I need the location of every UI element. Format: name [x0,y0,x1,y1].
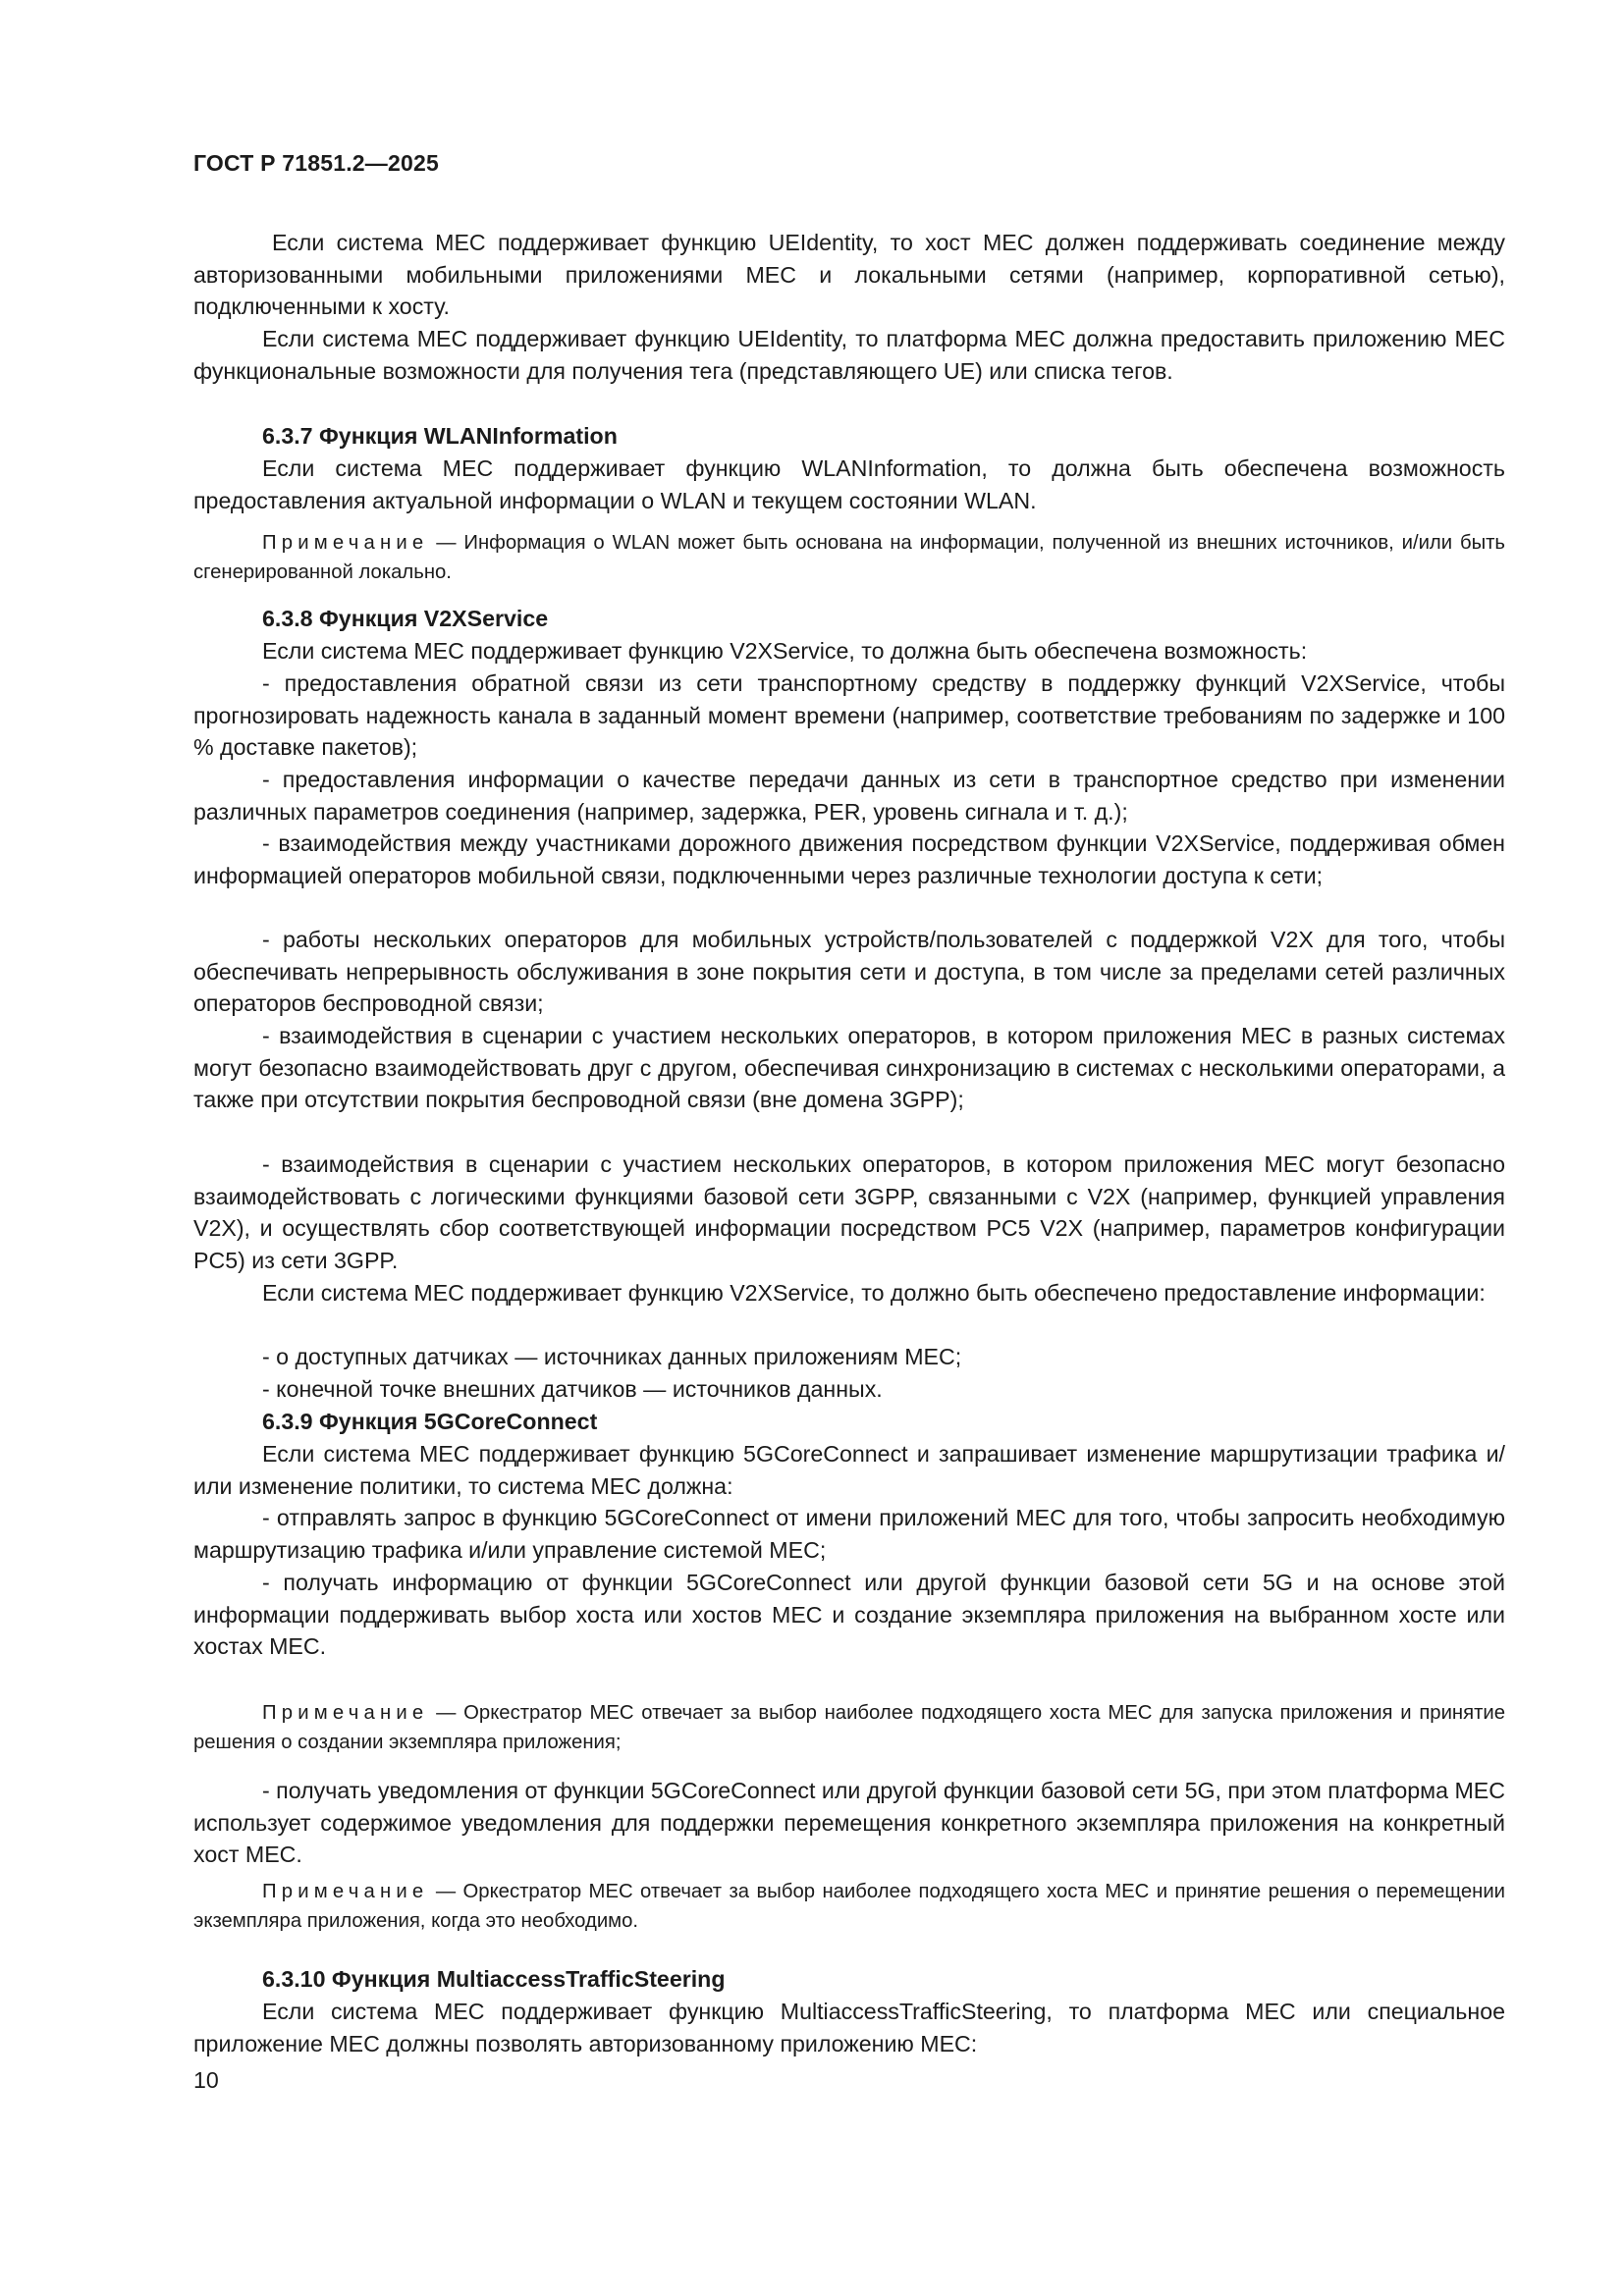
paragraph: Если система МЕС поддерживает функцию V2XService, то должна быть обеспечена возможность: [262,638,1308,664]
note-label: Примечание [262,532,429,554]
list-item: - взаимодействия в сценарии с участием нескольких операторов, в котором приложения МЕС могут безопасно взаимодействовать с логическими функциями базовой сети 3GPP, связанными с V2X (например, функцией управления V2X), и осуществлять сбор соответствующей информации посредством PC5 V2X (например, параметров конфигурации PC5) из сети 3GPP. [193,1151,1505,1274]
note-label: Примечание [262,1881,429,1902]
section-heading-6-3-7: 6.3.7 Функция WLANInformation [262,423,618,449]
paragraph: Если система МЕС поддерживает функцию V2XService, то должно быть обеспечено предоставление информации: [262,1280,1486,1306]
paragraph: Если система МЕС поддерживает функцию UEIdentity, то платформа МЕС должна предоставить приложению МЕС функциональные возможности для получения тега (представляющего UE) или списка тегов. [193,326,1505,384]
note-text: — Оркестратор МЕС отвечает за выбор наиболее подходящего хоста МЕС и принятие решения о перемещении экземпляра приложения, когда это необходимо. [193,1881,1505,1932]
note [193,1878,1505,1936]
note-text: — Оркестратор МЕС отвечает за выбор наиболее подходящего хоста МЕС для запуска приложения и принятие решения о создании экземпляра приложения; [193,1702,1505,1753]
list-item: - предоставления обратной связи из сети транспортному средству в поддержку функций V2XService, чтобы прогнозировать надежность канала в заданный момент времени (например, соответствие требованиям по задержке и 100 % доставке пакетов); [193,670,1505,761]
paragraph: Если система МЕС поддерживает функцию MultiaccessTrafficSteering, то платформа МЕС или специальное приложение МЕС должны позволять авторизованному приложению МЕС: [193,1999,1505,2056]
list-item: - о доступных датчиках — источниках данных приложениям МЕС; [262,1344,962,1369]
section-heading-6-3-10: 6.3.10 Функция MultiaccessTrafficSteering [262,1966,726,1992]
section-heading-6-3-9: 6.3.9 Функция 5GCoreConnect [262,1409,598,1434]
paragraph: Если система МЕС поддерживает функцию 5GCoreConnect и запрашивает изменение маршрутизации трафика и/или изменение политики, то система МЕС должна: [193,1441,1505,1499]
paragraph: Если система МЕС поддерживает функцию WLANInformation, то должна быть обеспечена возможность предоставления актуальной информации о WLAN и текущем состоянии WLAN. [193,455,1505,513]
list-item: - работы нескольких операторов для мобильных устройств/пользователей с поддержкой V2X для того, чтобы обеспечивать непрерывность обслуживания в зоне покрытия сети и доступа, в том числе за пределами сетей различных операторов беспроводной связи; [193,927,1505,1017]
list-item: - получать уведомления от функции 5GCoreConnect или другой функции базовой сети 5G, при этом платформа МЕС использует содержимое уведомления для поддержки перемещения конкретного экземпляра приложения на конкретный хост МЕС. [193,1778,1505,1868]
list-item: - получать информацию от функции 5GCoreConnect или другой функции базовой сети 5G и на основе этой информации поддерживать выбор хоста или хостов МЕС и создание экземпляра приложения на выбранном хосте или хостах МЕС. [193,1570,1505,1660]
note-label: Примечание [262,1702,429,1724]
note [193,529,1505,587]
paragraph: Если система МЕС поддерживает функцию UEIdentity, то хост МЕС должен поддерживать соединение между авторизованными мобильными приложениями МЕС и локальными сетями (например, корпоративной сетью), подключенными к хосту. [193,230,1505,320]
page-number: 10 [193,2067,219,2093]
note-text: — Информация о WLAN может быть основана на информации, полученной из внешних источников, и/или быть сгенерированной локально. [193,532,1505,583]
document-header: ГОСТ Р 71851.2—2025 [193,150,439,176]
note [193,1699,1505,1757]
list-item: - отправлять запрос в функцию 5GCoreConnect от имени приложений МЕС для того, чтобы запросить необходимую маршрутизацию трафика и/или управление системой МЕС; [193,1505,1505,1563]
list-item: - предоставления информации о качестве передачи данных из сети в транспортное средство при изменении различных параметров соединения (например, задержка, PER, уровень сигнала и т. д.); [193,767,1505,825]
list-item: - взаимодействия между участниками дорожного движения посредством функции V2XService, поддерживая обмен информацией операторов мобильной связи, подключенными через различные технологии доступа к сети; [193,830,1505,888]
list-item: - взаимодействия в сценарии с участием нескольких операторов, в котором приложения МЕС в разных системах могут безопасно взаимодействовать друг с другом, обеспечивая синхронизацию в системах с несколькими операторами, а также при отсутствии покрытия беспроводной связи (вне домена 3GPP); [193,1023,1505,1113]
list-item: - конечной точке внешних датчиков — источников данных. [262,1376,883,1402]
section-heading-6-3-8: 6.3.8 Функция V2XService [262,606,549,631]
